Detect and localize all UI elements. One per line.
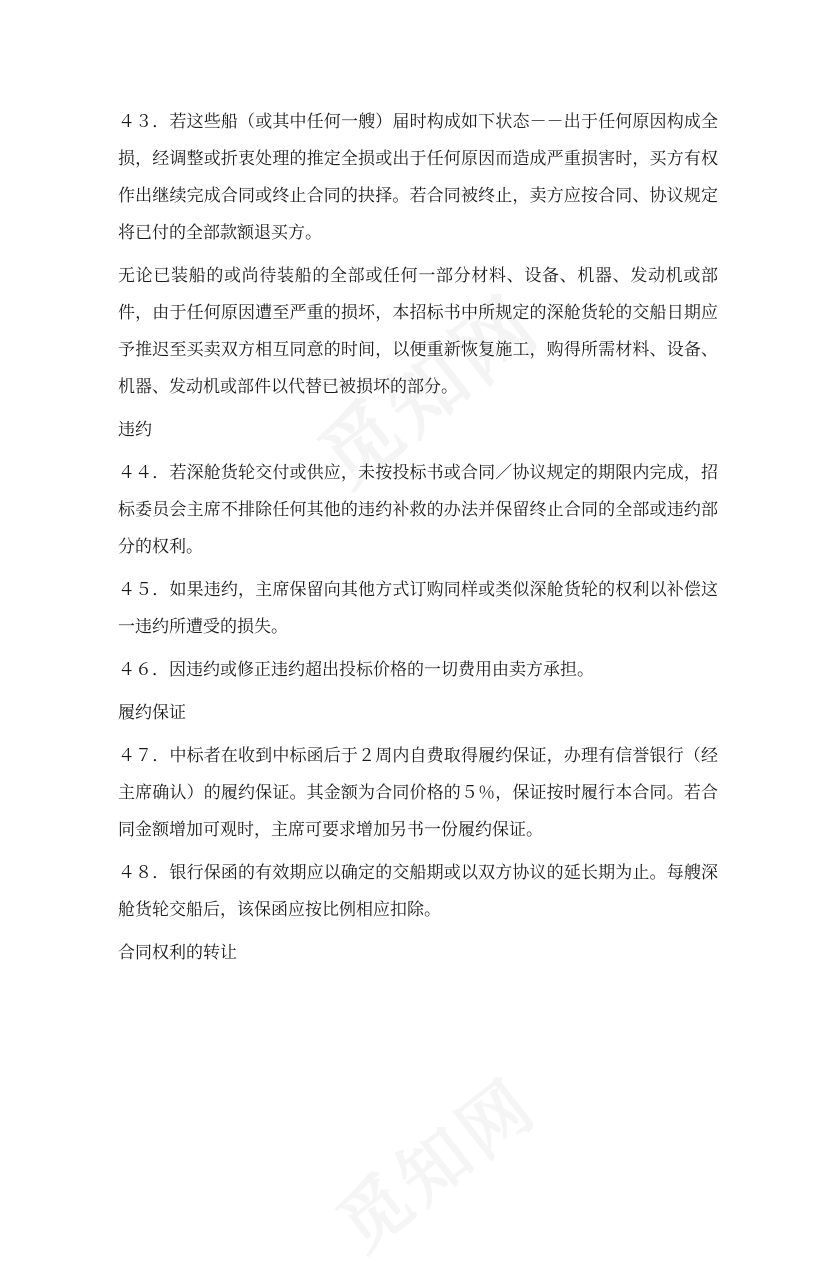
paragraph-48: ４８．银行保函的有效期应以确定的交船期或以双方协议的延长期为止。每艘深舱货轮交船后，该保函应按比例相应扣除。 <box>118 863 718 920</box>
paragraph-45: ４５．如果违约，主席保留向其他方式订购同样或类似深舱货轮的权利以补偿这一违约所遭受的损失。 <box>118 580 718 637</box>
paragraph-46: ４６．因违约或修正违约超出投标价格的一切费用由卖方承担。 <box>118 660 594 680</box>
document-body <box>118 104 718 978</box>
section-heading-performance-bond: 履约保证 <box>118 703 186 723</box>
paragraph-47: ４７．中标者在收到中标函后于２周内自费取得履约保证，办理有信誉银行（经主席确认）的履约保证。其金额为合同价格的５％，保证按时履行本合同。若合同金额增加可观时，主席可要求增加另书一份履约保证。 <box>118 746 718 840</box>
watermark-bottom <box>313 1051 555 1270</box>
section-heading-breach: 违约 <box>118 420 152 440</box>
paragraph-43: ４３．若这些船（或其中任何一艘）届时构成如下状态－－出于任何原因构成全损，经调整或折衷处理的推定全损或出于任何原因而造成严重损害时，买方有权作出继续完成合同或终止合同的抉择。若合同被终止，卖方应按合同、协议规定将已付的全部款额退买方。 <box>118 112 718 243</box>
paragraph-44: ４４．若深舱货轮交付或供应，未按投标书或合同／协议规定的期限内完成，招标委员会主席不排除任何其他的违约补救的办法并保留终止合同的全部或违约部分的权利。 <box>118 463 718 557</box>
paragraph-damage: 无论已装船的或尚待装船的全部或任何一部分材料、设备、机器、发动机或部件，由于任何原因遭至严重的损坏，本招标书中所规定的深舱货轮的交船日期应予推迟至买卖双方相互同意的时间，以便重新恢复施工，购得所需材料、设备、机器、发动机或部件以代替已被损坏的部分。 <box>118 266 718 397</box>
section-heading-assignment: 合同权利的转让 <box>118 943 237 963</box>
